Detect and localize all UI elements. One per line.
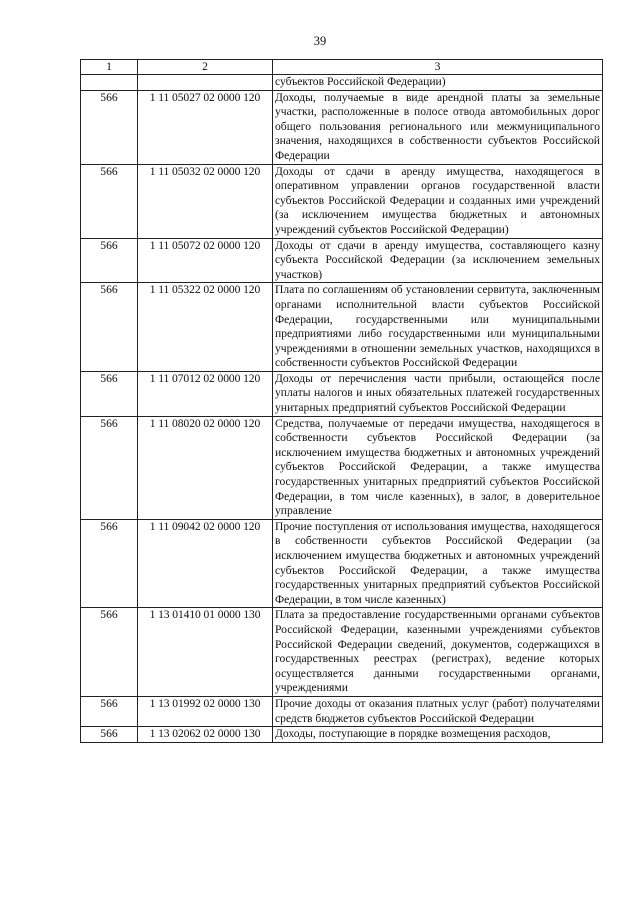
column-header-2: 2 [138,60,273,75]
column-header-1: 1 [81,60,138,75]
revenue-code-cell: 1 13 01410 01 0000 130 [138,608,273,697]
admin-code-cell: 566 [81,283,138,372]
revenue-code-cell: 1 11 07012 02 0000 120 [138,371,273,416]
table-row [81,75,603,91]
revenue-code-cell: 1 13 02062 02 0000 130 [138,727,273,743]
revenue-description-cell: Прочие поступления от использования имущества, находящегося в собственности субъектов Российской Федерации (за исключением имущества бюджетных и автономных учреждений субъектов Российской Федерации, а также имущества государственных унитарных предприятий субъектов Российской Федерации, в том числе казенных) [273,519,603,608]
revenue-description-cell: Средства, получаемые от передачи имущества, находящегося в собственности субъектов Российской Федерации (за исключением имущества бюджетных и автономных учреждений субъектов Российской Федерации, а также имущества государственных унитарных предприятий субъектов Российской Федерации, в том числе казенных), в залог, в доверительное управление [273,416,603,519]
revenue-code-cell: 1 11 05072 02 0000 120 [138,238,273,283]
revenue-description-cell: субъектов Российской Федерации) [273,75,603,91]
admin-code-cell: 566 [81,238,138,283]
admin-code-cell: 566 [81,696,138,726]
revenue-code-cell: 1 11 05322 02 0000 120 [138,283,273,372]
revenue-code-cell: 1 11 05032 02 0000 120 [138,164,273,238]
revenue-description-cell: Доходы от сдачи в аренду имущества, находящегося в оперативном управлении органов государственной власти субъектов Российской Федерации и созданных ими учреждений (за исключением имущества бюджетных и автономных учреждений субъектов Российской Федерации) [273,164,603,238]
revenue-code-cell: 1 11 08020 02 0000 120 [138,416,273,519]
admin-code-cell: 566 [81,371,138,416]
table-row [81,696,603,726]
table-row [81,519,603,608]
table-row [81,283,603,372]
revenue-code-cell: 1 13 01992 02 0000 130 [138,696,273,726]
admin-code-cell: 566 [81,90,138,164]
admin-code-cell: 566 [81,519,138,608]
revenue-description-cell: Прочие доходы от оказания платных услуг (работ) получателями средств бюджетов субъектов Российской Федерации [273,696,603,726]
revenue-code-cell: 1 11 05027 02 0000 120 [138,90,273,164]
revenue-description-cell: Доходы, поступающие в порядке возмещения расходов, [273,727,603,743]
revenue-description-cell: Доходы от сдачи в аренду имущества, составляющего казну субъекта Российской Федерации (за исключением земельных участков) [273,238,603,283]
admin-code-cell: 566 [81,727,138,743]
admin-code-cell: 566 [81,608,138,697]
table-row [81,416,603,519]
table-row [81,238,603,283]
table-row [81,608,603,697]
page-number: 39 [313,34,327,48]
table-row [81,90,603,164]
revenue-description-cell: Доходы от перечисления части прибыли, остающейся после уплаты налогов и иных обязательных платежей государственных унитарных предприятий субъектов Российской Федерации [273,371,603,416]
revenue-code-cell [138,75,273,91]
revenue-description-cell: Плата за предоставление государственными органами субъектов Российской Федерации, казенными учреждениями субъектов Российской Федерации сведений, документов, содержащихся в государственных реестрах (регистрах), ведение которых осуществляется данными государственными органами, учреждениями [273,608,603,697]
table-row [81,164,603,238]
admin-code-cell: 566 [81,416,138,519]
revenue-code-cell: 1 11 09042 02 0000 120 [138,519,273,608]
table-row [81,371,603,416]
revenue-description-cell: Доходы, получаемые в виде арендной платы за земельные участки, расположенные в полосе отвода автомобильных дорог общего пользования регионального или межмуниципального значения, находящихся в собственности субъектов Российской Федерации [273,90,603,164]
revenue-codes-table [80,59,603,743]
table-row [81,727,603,743]
admin-code-cell: 566 [81,164,138,238]
table-header-row [81,60,603,75]
revenue-description-cell: Плата по соглашениям об установлении сервитута, заключенным органами исполнительной власти субъектов Российской Федерации, государственными или муниципальными предприятиями либо государственными или муниципальными учреждениями в отношении земельных участков, находящихся в собственности субъектов Российской Федерации [273,283,603,372]
column-header-3: 3 [273,60,603,75]
admin-code-cell [81,75,138,91]
